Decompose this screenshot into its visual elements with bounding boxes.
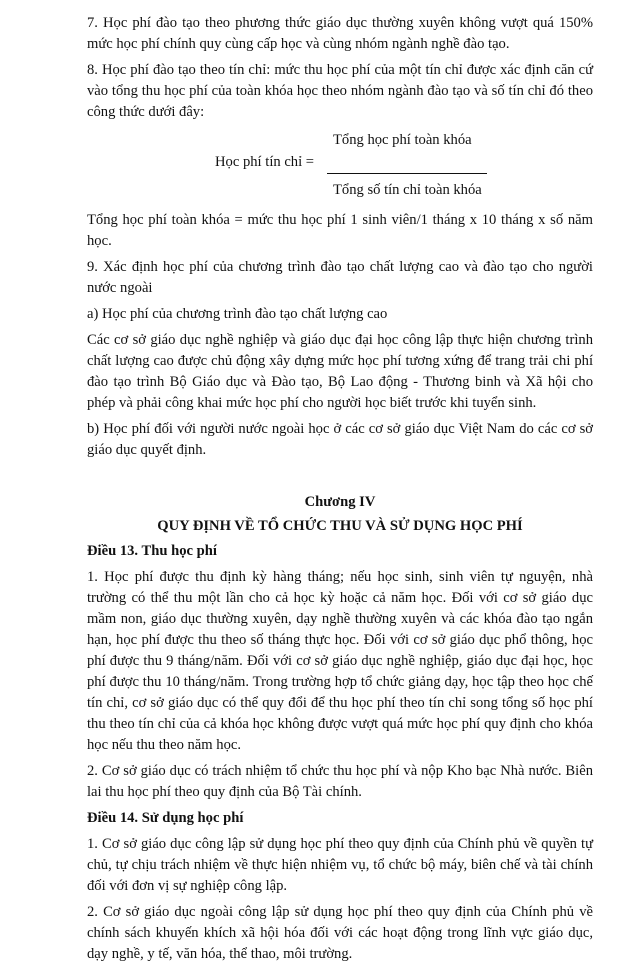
item-8-paragraph: 8. Học phí đào tạo theo tín chỉ: mức thu học phí của một tín chỉ được xác định căn cứ vào tổng thu học phí của toàn khóa học theo nhóm ngành đào tạo và số tín chỉ đó theo công thức dưới đây:	[87, 62, 593, 120]
formula-numerator: Tổng học phí toàn khóa	[333, 132, 472, 148]
article-14-heading: Điều 14. Sử dụng học phí	[87, 810, 244, 826]
chapter-title: QUY ĐỊNH VỀ TỔ CHỨC THU VÀ SỬ DỤNG HỌC PHÍ	[157, 518, 523, 534]
fraction-bar	[327, 173, 487, 174]
article-14-clause-2: 2. Cơ sở giáo dục ngoài công lập sử dụng học phí theo quy định của Chính phủ về chính sách khuyến khích xã hội hóa đối với các hoạt động trong lĩnh vực giáo dục, dạy nghề, y tế, văn hóa, thể thao, môi trường.	[87, 904, 593, 962]
item-7-paragraph: 7. Học phí đào tạo theo phương thức giáo dục thường xuyên không vượt quá 150% mức học phí chính quy cùng cấp học và cùng nhóm ngành nghề đào tạo.	[87, 15, 593, 52]
article-14-clause-1: 1. Cơ sở giáo dục công lập sử dụng học phí theo quy định của Chính phủ về quyền tự chủ, tự chịu trách nhiệm về thực hiện nhiệm vụ, tổ chức bộ máy, biên chế và tài chính đối với đơn vị sự nghiệp công lập.	[87, 836, 593, 894]
item-8-note: Tổng học phí toàn khóa = mức thu học phí 1 sinh viên/1 tháng x 10 tháng x số năm học.	[87, 212, 593, 249]
article-13-heading: Điều 13. Thu học phí	[87, 543, 217, 559]
article-13-clause-1: 1. Học phí được thu định kỳ hàng tháng; nếu học sinh, sinh viên tự nguyện, nhà trường có thể thu một lần cho cả học kỳ hoặc cả năm học. Đối với cơ sở giáo dục mầm non, giáo dục thường xuyên, dạy nghề thường xuyên và các khóa đào tạo ngắn hạn, học phí được thu theo số tháng thực học. Đối với cơ sở giáo dục phổ thông, học phí được thu 9 tháng/năm. Đối với cơ sở giáo dục nghề nghiệp, giáo dục đại học, học phí được thu 10 tháng/năm. Trong trường hợp tổ chức giảng dạy, học tập theo học chế tín chỉ, cơ sở giáo dục có thể quy đổi để thu học phí theo tín chỉ song tổng số học phí thu theo tín chỉ của cả khóa học không được vượt quá mức học phí quy định cho khóa học nếu thu theo năm học.	[87, 569, 593, 753]
section-gap	[87, 466, 593, 492]
item-9-paragraph: 9. Xác định học phí của chương trình đào tạo chất lượng cao và đào tạo cho người nước ngoài	[87, 259, 593, 296]
item-9b-paragraph: b) Học phí đối với người nước ngoài học ở các cơ sở giáo dục Việt Nam do các cơ sở giáo dục quyết định.	[87, 421, 593, 458]
item-9a-body: Các cơ sở giáo dục nghề nghiệp và giáo dục đại học công lập thực hiện chương trình chất lượng cao được chủ động xây dựng mức học phí tương xứng để trang trải chi phí đào tạo trình Bộ Giáo dục và Đào tạo, Bộ Lao động - Thương binh và Xã hội cho phép và phải công khai mức học phí cho người học biết trước khi tuyển sinh.	[87, 332, 593, 411]
article-13-clause-2: 2. Cơ sở giáo dục có trách nhiệm tổ chức thu học phí và nộp Kho bạc Nhà nước. Biên lai thu học phí theo quy định của Bộ Tài chính.	[87, 763, 593, 800]
item-9a-title: a) Học phí của chương trình đào tạo chất lượng cao	[87, 306, 388, 322]
document-page	[87, 13, 593, 970]
formula-label: Học phí tín chỉ =	[215, 154, 315, 170]
formula-denominator: Tổng số tín chỉ toàn khóa	[333, 182, 482, 198]
chapter-number: Chương IV	[304, 494, 376, 510]
credit-fee-formula	[87, 128, 593, 206]
